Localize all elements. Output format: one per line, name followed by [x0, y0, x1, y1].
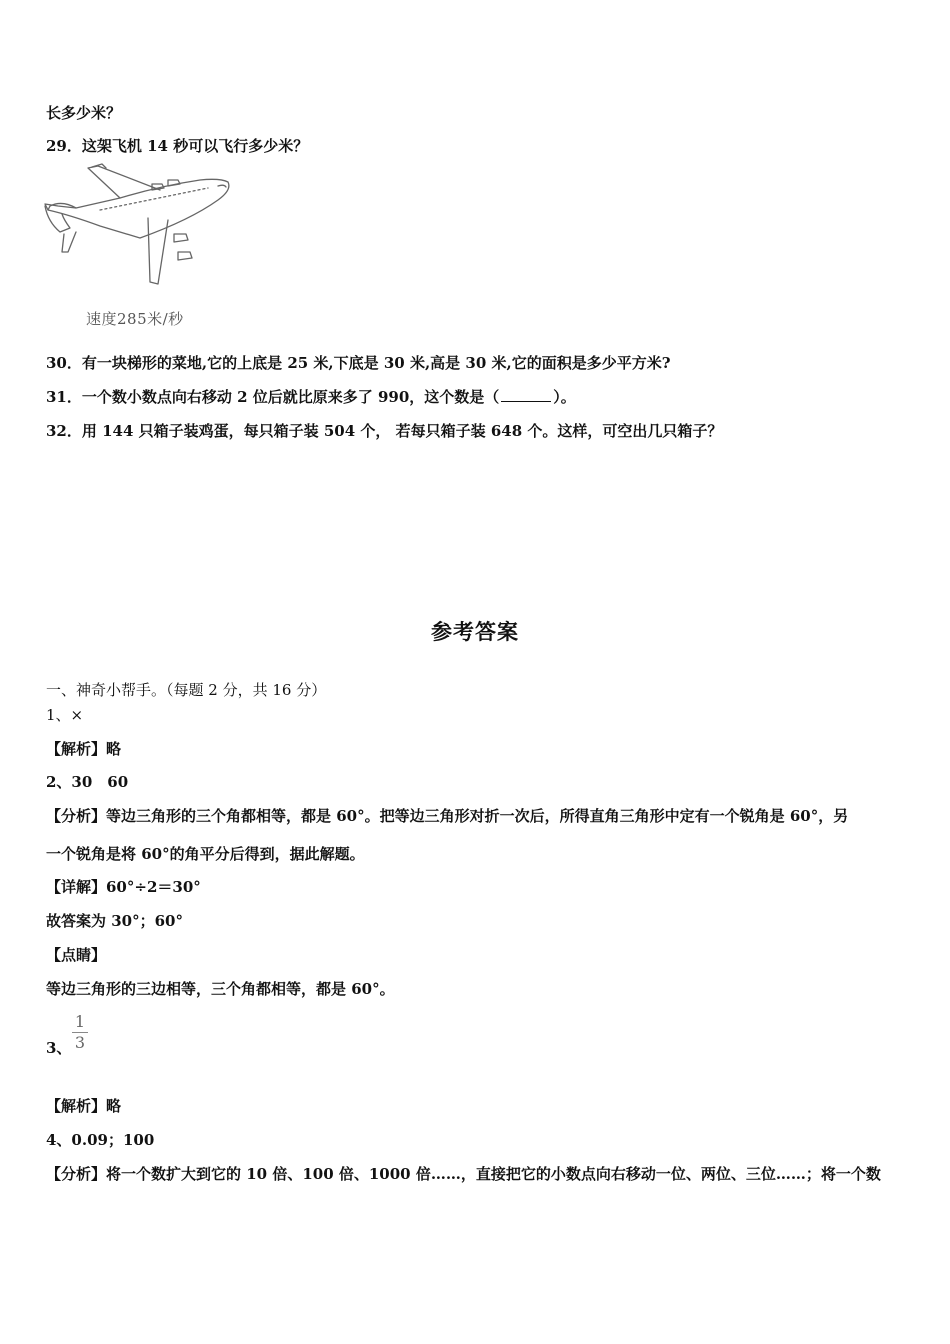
question-28-tail: 长多少米？ [46, 104, 122, 122]
question-31 [46, 387, 576, 407]
answer-2-detail: 【详解】60°÷2＝30° [46, 878, 201, 896]
answer-blank [501, 387, 551, 402]
answer-1: 1、× [46, 706, 84, 724]
answer-3-analysis: 【解析】略 [46, 1097, 122, 1115]
answer-2-analysis-line-2: 一个锐角是将 60°的角平分后得到，据此解题。 [46, 845, 365, 863]
answer-2-analysis-line-1: 【分析】等边三角形的三个角都相等，都是 60°。把等边三角形对折一次后，所得直角三角形中定有一个锐角是 60°，另 [46, 807, 849, 825]
answer-2: 2、30 60 [46, 773, 129, 791]
answers-title: 参考答案 [431, 620, 519, 644]
fraction-denominator: 3 [74, 1033, 86, 1052]
question-31-end: ）。 [553, 388, 576, 406]
question-32: 32．用 144 只箱子装鸡蛋，每只箱子装 504 个， 若每只箱子装 648 个。这样，可空出几只箱子？ [46, 422, 723, 440]
answer-2-conclusion: 故答案为 30°；60° [46, 912, 183, 930]
question-29: 29．这架飞机 14 秒可以飞行多少米？ [46, 137, 309, 155]
answer-2-note: 等边三角形的三边相等，三个角都相等，都是 60°。 [46, 980, 395, 998]
answer-3-fraction [72, 1014, 88, 1051]
answer-4: 4、0.09；100 [46, 1131, 155, 1149]
airplane-illustration [40, 160, 240, 295]
question-30: 30．有一块梯形的菜地,它的上底是 25 米,下底是 30 米,高是 30 米,它的面积是多少平方米? [46, 354, 671, 372]
fraction-numerator: 1 [74, 1012, 86, 1031]
section-heading: 一、神奇小帮手。（每题 2 分，共 16 分） [46, 681, 327, 699]
answer-2-note-label: 【点睛】 [46, 946, 107, 964]
question-31-text: 31．一个数小数点向右移动 2 位后就比原来多了 990，这个数是（ [46, 388, 500, 406]
airplane-speed-label: 速度285米/秒 [86, 310, 184, 328]
answer-1-analysis: 【解析】略 [46, 740, 122, 758]
answer-3-prefix: 3、 [46, 1039, 72, 1057]
answer-4-analysis: 【分析】将一个数扩大到它的 10 倍、100 倍、1000 倍……，直接把它的小数点向右移动一位、两位、三位……；将一个数 [46, 1165, 881, 1183]
